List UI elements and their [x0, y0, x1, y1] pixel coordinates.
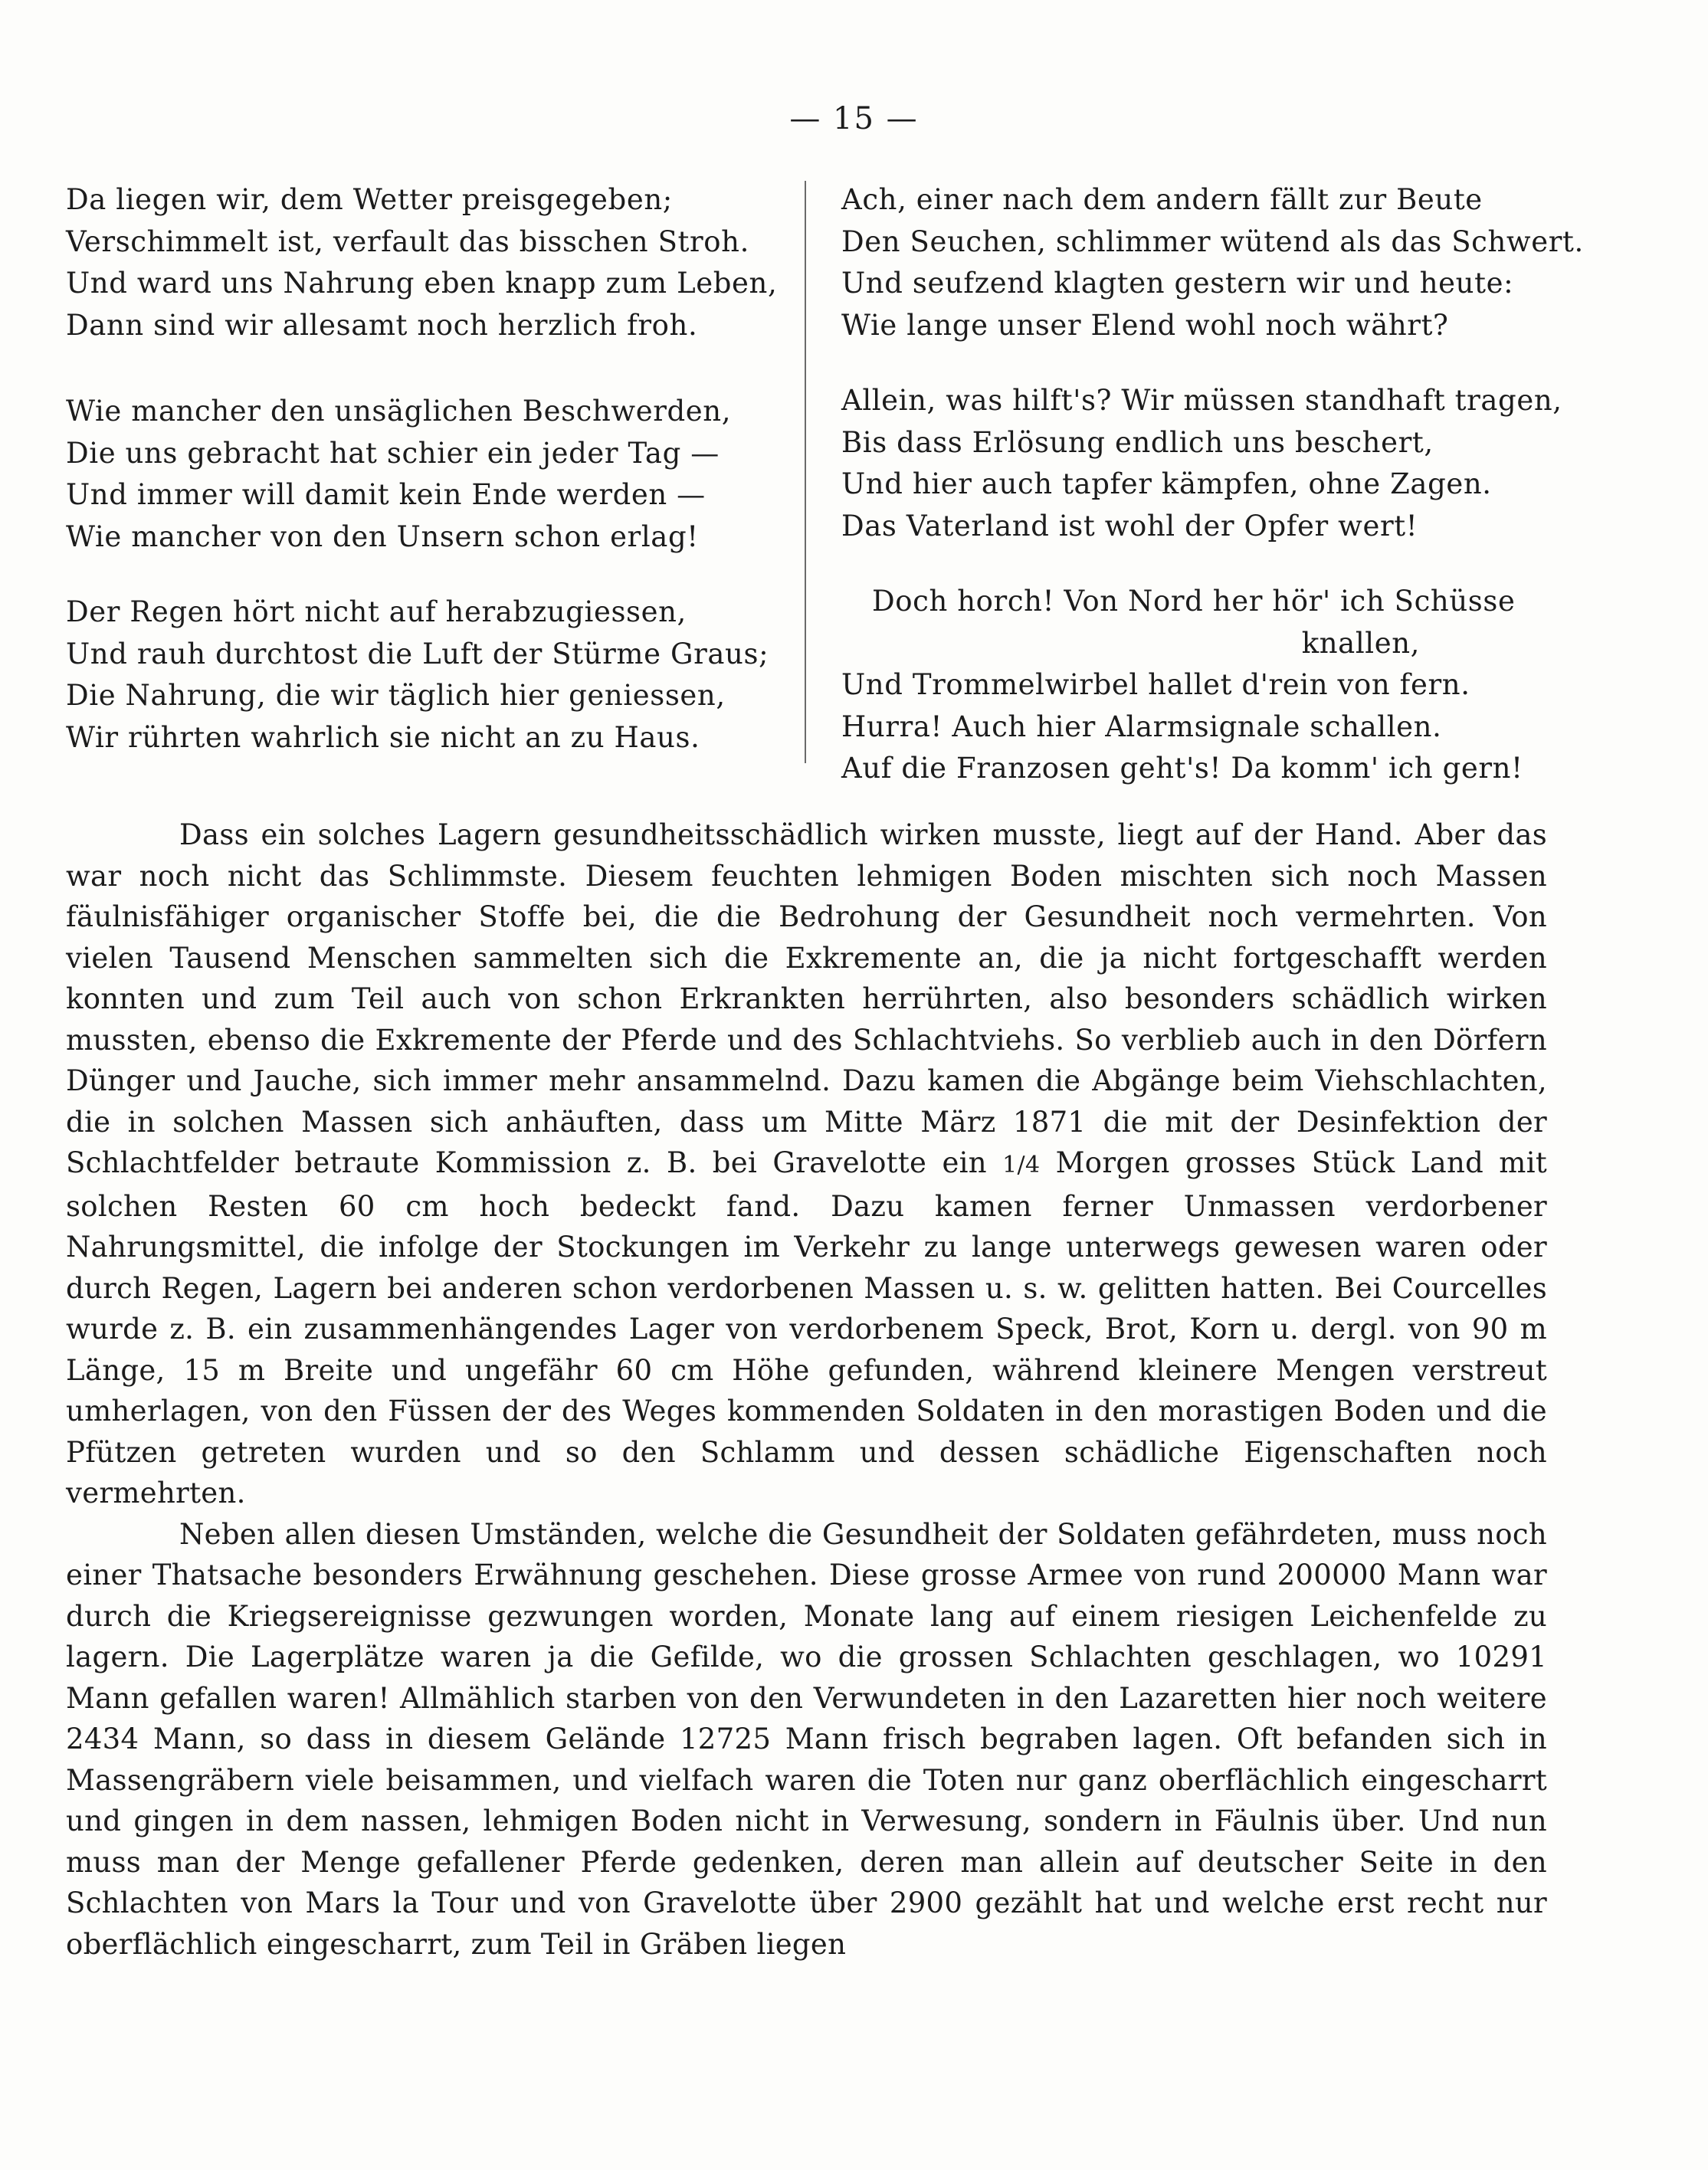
poem-line: Und rauh durchtost die Luft der Stürme Graus; [66, 637, 769, 670]
poem-line: Die uns gebracht hat schier ein jeder Tag — [66, 436, 720, 470]
poem-line: Ach, einer nach dem andern fällt zur Beute [841, 183, 1483, 216]
poem-line: Hurra! Auch hier Alarmsignale schallen. [841, 710, 1442, 743]
poem-stanza [841, 179, 1584, 346]
poem-stanza [66, 179, 786, 346]
poem-stanza [66, 391, 786, 558]
poem-line: Doch horch! Von Nord her hör' ich Schüsse [872, 585, 1516, 618]
body-text [66, 815, 1547, 1965]
poem-stanza [841, 380, 1562, 547]
poem-line: Wie mancher von den Unsern schon erlag! [66, 520, 699, 553]
poem-stanza [66, 592, 786, 759]
poem-line: Den Seuchen, schlimmer wütend als das Schwert. [841, 225, 1584, 258]
poem-line: Die Nahrung, die wir täglich hier geniessen, [66, 679, 726, 712]
poem-line: Bis dass Erlösung endlich uns beschert, [841, 425, 1434, 459]
fraction: 1/4 [1002, 1152, 1041, 1178]
poem-stanza [841, 581, 1558, 790]
poem-line: Dann sind wir allesamt noch herzlich froh. [66, 308, 698, 342]
poem-line-continuation: knallen, [1301, 626, 1420, 660]
paragraph-text: Dass ein solches Lagern gesundheitsschädlich wirken musste, liegt auf der Hand. Aber das war noch nicht das Schlimmste. Diesem feuchten lehmigen Boden mischten sich noch Massen fäulnisfähiger organischer Stoffe bei, die die Bedrohung der Gesundheit noch vermehrten. Von vielen Tausend Menschen sammelten sich die Exkremente an, die ja nicht fortgeschafft werden konnten und zum Teil auch von schon Erkrankten herrührten, also besonders schädlich wirken mussten, ebenso die Exkremente der Pferde und des Schlachtviehs. So verblieb auch in den Dörfern Dünger und Jauche, sich immer mehr ansammelnd. Dazu kamen die Abgänge beim Viehschlachten, die in solchen Massen sich anhäuften, dass um Mitte März 1871 die mit der Desinfektion der Schlachtfelder betraute Kommission z. B. bei Gravelotte ein [66, 818, 1547, 1179]
poem-line: Wie mancher den unsäglichen Beschwerden, [66, 395, 732, 428]
poem-line: Allein, was hilft's? Wir müssen standhaft tragen, [841, 384, 1562, 417]
paragraph [66, 815, 1547, 1514]
poem-line: Auf die Franzosen geht's! Da komm' ich gern! [841, 752, 1523, 785]
poem-line: Und immer will damit kein Ende werden — [66, 478, 706, 511]
poem-line: Und Trommelwirbel hallet d'rein von fern. [841, 668, 1470, 701]
paragraph-text: Morgen grosses Stück Land mit solchen Resten 60 cm hoch bedeckt fand. Dazu kamen ferner Unmassen verdorbener Nahrungsmittel, die infolge der Stockungen im Verkehr zu lange unterwegs gewesen waren oder durch Regen, Lagern bei anderen schon verdorbenen Massen u. s. w. gelitten hatten. Bei Courcelles wurde z. B. ein zusammenhängendes Lager von verdorbenem Speck, Brot, Korn u. dergl. von 90 m Länge, 15 m Breite und ungefähr 60 cm Höhe gefunden, während kleinere Mengen verstreut umherlagen, von den Füssen der des Weges kommenden Soldaten in den morastigen Boden und die Pfützen getreten wurden und so den Schlamm und dessen schädliche Eigenschaften noch vermehrten. [66, 1146, 1547, 1509]
page-number: — 15 — [789, 101, 919, 136]
poem-line: Da liegen wir, dem Wetter preisgegeben; [66, 183, 673, 216]
poem-line: Und seufzend klagten gestern wir und heute: [841, 267, 1514, 300]
poem-line: Das Vaterland ist wohl der Opfer wert! [841, 509, 1418, 542]
poem-left-column [66, 179, 786, 792]
poem-line: Wie lange unser Elend wohl noch währt? [841, 308, 1449, 342]
poem-line: Verschimmelt ist, verfault das bisschen Stroh. [66, 225, 749, 258]
paragraph: Neben allen diesen Umständen, welche die Gesundheit der Soldaten gefährdeten, muss noch einer Thatsache besonders Erwähnung geschehen. Diese grosse Armee von rund 200000 Mann war durch die Kriegsereignisse gezwungen worden, Monate lang auf einem riesigen Leichenfelde zu lagern. Die Lagerplätze waren ja die Gefilde, wo die grossen Schlachten geschlagen, wo 10291 Mann gefallen waren! Allmählich starben von den Verwundeten in den Lazaretten hier noch weitere 2434 Mann, so dass in diesem Gelände 12725 Mann frisch begraben lagen. Oft befanden sich in Massengräbern viele beisammen, und vielfach waren die Toten nur ganz oberflächlich eingescharrt und gingen in dem nassen, lehmigen Boden nicht in Verwesung, sondern in Fäulnis über. Und nun muss man der Menge gefallener Pferde gedenken, deren man allein auf deutscher Seite in den Schlachten von Mars la Tour und von Gravelotte über 2900 gezählt hat und welche erst recht nur oberflächlich eingescharrt, zum Teil in Gräben liegen [66, 1517, 1547, 1961]
poem-right-column [841, 179, 1584, 824]
poem-line: Der Regen hört nicht auf herabzugiessen, [66, 595, 687, 628]
poem-line: Wir rührten wahrlich sie nicht an zu Haus. [66, 720, 700, 754]
column-divider [805, 181, 806, 763]
poem-line: Und hier auch tapfer kämpfen, ohne Zagen. [841, 467, 1492, 500]
poem-line: Und ward uns Nahrung eben knapp zum Leben, [66, 267, 778, 300]
